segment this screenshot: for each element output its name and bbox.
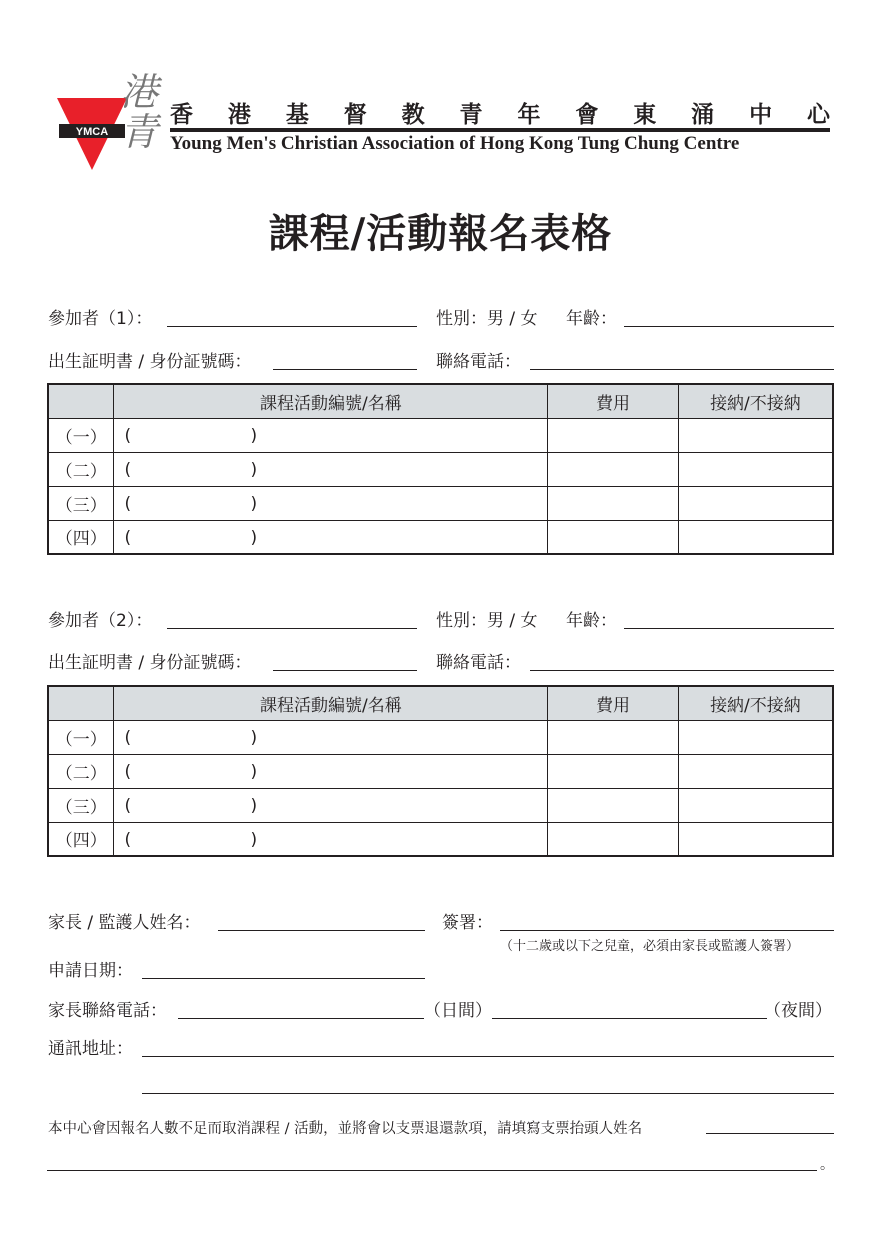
- guardian-name-label: 家長 / 監護人姓名：: [48, 913, 201, 933]
- course-name-cell[interactable]: ( ): [114, 520, 548, 554]
- row-label: （二）: [48, 754, 114, 788]
- header-divider: [170, 128, 830, 132]
- org-name-english: Young Men's Christian Association of Hong Kong Tung Chung Centre: [170, 133, 740, 154]
- participant-1-course-table: [47, 383, 834, 555]
- org-name-char: 基: [285, 101, 309, 128]
- guardian-phone-label: 家長聯絡電話：: [48, 1001, 167, 1021]
- org-name-char: 教: [401, 101, 425, 128]
- participant-2-age-field[interactable]: [624, 628, 834, 629]
- participant-1-age-label: 年齡：: [566, 309, 617, 329]
- participant-1-id-label: 出生証明書 / 身份証號碼：: [48, 352, 252, 372]
- table-row: [48, 788, 833, 822]
- org-name-char: 港: [227, 101, 251, 128]
- course-name-cell[interactable]: ( ): [114, 418, 548, 452]
- table-header-course: 課程活動編號/名稱: [114, 384, 548, 418]
- participant-2-course-table: [47, 685, 834, 857]
- table-header-index: [48, 384, 114, 418]
- course-name-cell[interactable]: ( ): [114, 452, 548, 486]
- participant-2-age-label: 年齡：: [566, 611, 617, 631]
- row-label: （四）: [48, 520, 114, 554]
- fee-cell[interactable]: [548, 452, 679, 486]
- course-name-cell[interactable]: ( ): [114, 754, 548, 788]
- accept-cell[interactable]: [678, 452, 833, 486]
- org-name-char: 心: [806, 101, 830, 128]
- table-row: [48, 720, 833, 754]
- course-name-cell[interactable]: ( ): [114, 486, 548, 520]
- table-row: [48, 754, 833, 788]
- participant-2-label: 參加者（2）：: [48, 611, 153, 631]
- org-name-chinese: [170, 96, 830, 129]
- fee-cell[interactable]: [548, 822, 679, 856]
- org-name-char: 青: [459, 101, 483, 128]
- course-name-cell[interactable]: ( ): [114, 822, 548, 856]
- address-field-line-2[interactable]: [142, 1093, 834, 1094]
- fee-cell[interactable]: [548, 418, 679, 452]
- course-name-cell[interactable]: ( ): [114, 788, 548, 822]
- fee-cell[interactable]: [548, 720, 679, 754]
- table-header-index: [48, 686, 114, 720]
- table-header-course: 課程活動編號/名稱: [114, 686, 548, 720]
- guardian-name-field[interactable]: [218, 930, 425, 931]
- accept-cell[interactable]: [678, 788, 833, 822]
- table-header-row: [48, 686, 833, 720]
- org-name-char: 涌: [691, 101, 715, 128]
- participant-1-gender-label: 性別：男 / 女: [436, 309, 538, 329]
- fee-cell[interactable]: [548, 486, 679, 520]
- cheque-payee-field-2[interactable]: [47, 1170, 817, 1171]
- row-label: （三）: [48, 788, 114, 822]
- row-label: （一）: [48, 720, 114, 754]
- guardian-day-phone-field[interactable]: [178, 1018, 424, 1019]
- signature-field[interactable]: [500, 930, 834, 931]
- cheque-payee-field-1[interactable]: [706, 1133, 834, 1134]
- table-header-fee: 費用: [548, 686, 679, 720]
- application-date-label: 申請日期：: [48, 961, 133, 981]
- table-row: [48, 486, 833, 520]
- course-name-cell[interactable]: ( ): [114, 720, 548, 754]
- accept-cell[interactable]: [678, 486, 833, 520]
- table-header-row: [48, 384, 833, 418]
- row-label: （一）: [48, 418, 114, 452]
- svg-text:YMCA: YMCA: [75, 126, 109, 138]
- org-name-char: 督: [343, 101, 367, 128]
- org-name-char: 東: [633, 101, 657, 128]
- table-row: [48, 822, 833, 856]
- org-name-char: 香: [170, 101, 193, 128]
- accept-cell[interactable]: [678, 720, 833, 754]
- participant-1-id-field[interactable]: [273, 369, 417, 370]
- guardian-night-phone-field[interactable]: [492, 1018, 767, 1019]
- participant-2-id-field[interactable]: [273, 670, 417, 671]
- participant-1-name-field[interactable]: [167, 326, 417, 327]
- table-header-accept: 接納/不接納: [678, 384, 833, 418]
- participant-2-phone-field[interactable]: [530, 670, 834, 671]
- table-header-fee: 費用: [548, 384, 679, 418]
- fee-cell[interactable]: [548, 520, 679, 554]
- accept-cell[interactable]: [678, 822, 833, 856]
- end-mark: 。: [820, 1157, 834, 1173]
- ymca-logo: [55, 70, 165, 180]
- table-header-accept: 接納/不接納: [678, 686, 833, 720]
- signature-label: 簽署：: [442, 913, 493, 933]
- row-label: （二）: [48, 452, 114, 486]
- day-label: （日間）: [424, 1001, 492, 1021]
- logo-chinese-chars: 港青: [119, 70, 158, 154]
- table-row: [48, 452, 833, 486]
- night-label: （夜間）: [764, 1001, 832, 1021]
- participant-2-id-label: 出生証明書 / 身份証號碼：: [48, 653, 252, 673]
- fee-cell[interactable]: [548, 754, 679, 788]
- accept-cell[interactable]: [678, 520, 833, 554]
- participant-1-label: 參加者（1）：: [48, 309, 153, 329]
- fee-cell[interactable]: [548, 788, 679, 822]
- application-date-field[interactable]: [142, 978, 425, 979]
- address-label: 通訊地址：: [48, 1039, 133, 1059]
- table-row: [48, 418, 833, 452]
- org-name-char: 會: [575, 101, 599, 128]
- table-row: [48, 520, 833, 554]
- row-label: （四）: [48, 822, 114, 856]
- accept-cell[interactable]: [678, 754, 833, 788]
- org-name-char: 中: [749, 101, 773, 128]
- participant-2-name-field[interactable]: [167, 628, 417, 629]
- participant-2-phone-label: 聯絡電話：: [436, 653, 521, 673]
- participant-1-age-field[interactable]: [624, 326, 834, 327]
- participant-1-phone-label: 聯絡電話：: [436, 352, 521, 372]
- cancellation-notice: 本中心會因報名人數不足而取消課程 / 活動，並將會以支票退還款項，請填寫支票抬頭人姓名: [48, 1121, 643, 1137]
- address-field-line-1[interactable]: [142, 1056, 834, 1057]
- org-name-char: 年: [517, 101, 541, 128]
- signature-note: （十二歲或以下之兒童，必須由家長或監護人簽署）: [500, 939, 800, 954]
- row-label: （三）: [48, 486, 114, 520]
- participant-2-gender-label: 性別：男 / 女: [436, 611, 538, 631]
- form-title: 課程/活動報名表格: [268, 210, 613, 257]
- accept-cell[interactable]: [678, 418, 833, 452]
- participant-1-phone-field[interactable]: [530, 369, 834, 370]
